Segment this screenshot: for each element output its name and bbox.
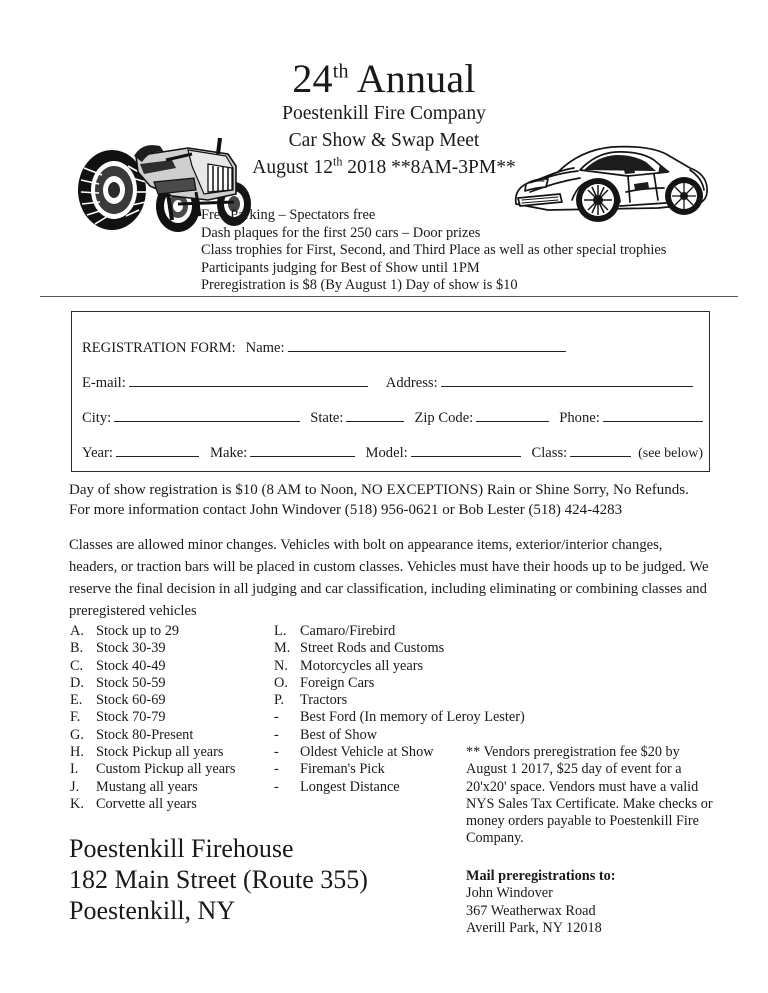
class-label: Fireman's Pick	[300, 761, 385, 778]
class-key: K.	[70, 795, 84, 812]
class-label: Stock 60-69	[96, 692, 166, 709]
class-key: -	[274, 744, 279, 761]
info-line: Free Parking – Spectators free	[201, 207, 376, 223]
city-label: City:	[82, 410, 112, 426]
class-label: Best Ford (In memory of Leroy Lester)	[300, 709, 525, 726]
class-label: Oldest Vehicle at Show	[300, 744, 434, 761]
mail-street: 367 Weatherwax Road	[466, 902, 596, 919]
list-item	[70, 623, 270, 640]
see-below-note: (see below)	[638, 446, 703, 461]
rules-paragraph: Classes are allowed minor changes. Vehicles with bolt on appearance items, exterior/interior changes, headers, or traction bars will be placed in custom classes. Vehicles must have their hoods up to be judged. We reserve the final decision in all judging and car classification, including eliminating or combining classes and preregistered vehicles	[69, 537, 709, 619]
class-label: Street Rods and Customs	[300, 640, 445, 657]
class-key: L.	[274, 623, 287, 639]
mail-address-block	[466, 868, 616, 937]
class-key: -	[274, 778, 279, 795]
list-item	[274, 779, 484, 796]
class-list-right	[274, 623, 525, 796]
page-title	[219, 58, 549, 100]
list-item	[274, 727, 484, 744]
class-key: H.	[70, 744, 84, 761]
class-label: Mustang all years	[96, 778, 198, 795]
info-line: Dash plaques for the first 250 cars – Door prizes	[201, 224, 481, 241]
contact-line-2: For more information contact John Windover (518) 956-0621 or Bob Lester (518) 424-4283	[69, 501, 623, 518]
year-label: Year:	[82, 445, 113, 461]
class-key: A.	[70, 623, 84, 639]
vendor-note: ** Vendors preregistration fee $20 by August 1 2017, $25 day of event for a 20'x20' space. Vendors must have a valid NYS Sales Tax Certificate. Make checks or money orders payable to Poestenkill Fire Company.	[466, 744, 713, 847]
class-label: Stock 50-59	[96, 674, 166, 691]
list-item	[274, 709, 525, 726]
class-key: C.	[70, 657, 84, 674]
list-item	[274, 658, 484, 675]
state-input[interactable]	[346, 410, 404, 422]
title-number: 24	[292, 56, 333, 101]
zip-input[interactable]	[476, 410, 549, 422]
list-item	[70, 640, 270, 657]
title-ordinal: th	[332, 60, 349, 83]
class-label: Stock up to 29	[96, 623, 180, 639]
class-label: Corvette all years	[96, 795, 197, 812]
list-item	[70, 692, 270, 709]
form-row-email-address	[82, 375, 703, 392]
name-input[interactable]	[288, 340, 566, 352]
list-item	[274, 623, 484, 640]
list-item	[274, 692, 484, 709]
title-word: Annual	[348, 56, 476, 101]
class-key: J.	[70, 778, 80, 795]
class-label: Camaro/Firebird	[300, 623, 396, 639]
class-label: Stock Pickup all years	[96, 744, 224, 761]
class-input[interactable]	[570, 445, 631, 457]
model-input[interactable]	[411, 445, 521, 457]
info-line: Preregistration is $8 (By August 1) Day of show is $10	[201, 277, 518, 293]
date-ordinal: th	[332, 154, 343, 169]
class-label: Motorcycles all years	[300, 657, 424, 674]
email-label: E-mail:	[82, 375, 126, 391]
venue-address	[69, 833, 368, 926]
contact-paragraph	[69, 481, 729, 520]
class-key: I.	[70, 761, 79, 778]
info-line: Participants judging for Best of Show until 1PM	[201, 259, 480, 276]
class-label: Class:	[531, 445, 568, 461]
list-item	[274, 744, 484, 761]
list-item	[70, 675, 270, 692]
class-label: Stock 40-49	[96, 657, 166, 674]
class-key: P.	[274, 692, 284, 709]
class-key: -	[274, 709, 279, 726]
header-title-block	[219, 58, 549, 181]
list-item	[274, 675, 484, 692]
class-key: E.	[70, 692, 83, 709]
class-label: Stock 70-79	[96, 709, 166, 726]
class-label: Foreign Cars	[300, 674, 375, 691]
mail-heading: Mail preregistrations to:	[466, 868, 616, 884]
registration-form	[71, 311, 710, 472]
date-prefix: August 12	[252, 156, 333, 178]
class-key: -	[274, 761, 279, 778]
city-input[interactable]	[114, 410, 300, 422]
contact-line-1: Day of show registration is $10 (8 AM to Noon, NO EXCEPTIONS) Rain or Shine Sorry, No Refunds.	[69, 482, 689, 498]
class-label: Best of Show	[300, 726, 378, 743]
venue-name: Poestenkill Firehouse	[69, 834, 294, 863]
phone-input[interactable]	[603, 410, 703, 422]
section-divider	[40, 296, 738, 297]
info-line: Class trophies for First, Second, and Third Place as well as other special trophies	[201, 242, 667, 258]
class-key: -	[274, 726, 279, 743]
class-key: O.	[274, 674, 288, 691]
model-label: Model:	[365, 445, 408, 461]
zip-label: Zip Code:	[414, 410, 474, 426]
make-label: Make:	[209, 445, 248, 461]
flyer-header	[0, 58, 768, 198]
date-line	[219, 156, 549, 181]
class-key: N.	[274, 657, 288, 674]
form-row-name	[82, 340, 703, 357]
class-label: Tractors	[300, 692, 348, 709]
list-item	[70, 658, 270, 675]
list-item	[70, 727, 270, 744]
list-item	[70, 796, 270, 813]
address-label: Address:	[385, 375, 438, 391]
form-heading: REGISTRATION FORM:	[82, 340, 236, 356]
mail-name: John Windover	[466, 885, 553, 902]
class-label: Longest Distance	[300, 778, 400, 795]
class-key: M.	[274, 640, 291, 657]
date-suffix: 2018 **8AM-3PM**	[342, 156, 516, 178]
class-label: Custom Pickup all years	[96, 761, 236, 778]
list-item	[70, 709, 270, 726]
class-key: B.	[70, 640, 84, 657]
year-input[interactable]	[116, 445, 199, 457]
state-label: State:	[310, 410, 344, 426]
list-item	[70, 744, 270, 761]
list-item	[274, 761, 484, 778]
list-item	[70, 761, 270, 778]
make-input[interactable]	[250, 445, 354, 457]
address-input[interactable]	[441, 375, 693, 387]
email-input[interactable]	[129, 375, 368, 387]
list-item	[70, 779, 270, 796]
class-list-left	[70, 623, 270, 813]
phone-label: Phone:	[559, 410, 600, 426]
list-item	[274, 640, 484, 657]
event-info-list	[201, 207, 666, 295]
class-key: D.	[70, 674, 84, 691]
mail-citystatezip: Averill Park, NY 12018	[466, 919, 602, 936]
event-line: Car Show & Swap Meet	[288, 129, 480, 151]
class-key: G.	[70, 726, 84, 743]
name-label: Name:	[245, 340, 285, 356]
class-label: Stock 80-Present	[96, 726, 194, 743]
form-row-city-state-zip-phone	[82, 410, 703, 427]
class-key: F.	[70, 709, 81, 726]
class-label: Stock 30-39	[96, 640, 166, 657]
venue-street: 182 Main Street (Route 355)	[69, 865, 368, 894]
form-row-vehicle	[82, 445, 703, 462]
org-line: Poestenkill Fire Company	[282, 103, 486, 124]
venue-city: Poestenkill, NY	[69, 896, 236, 925]
